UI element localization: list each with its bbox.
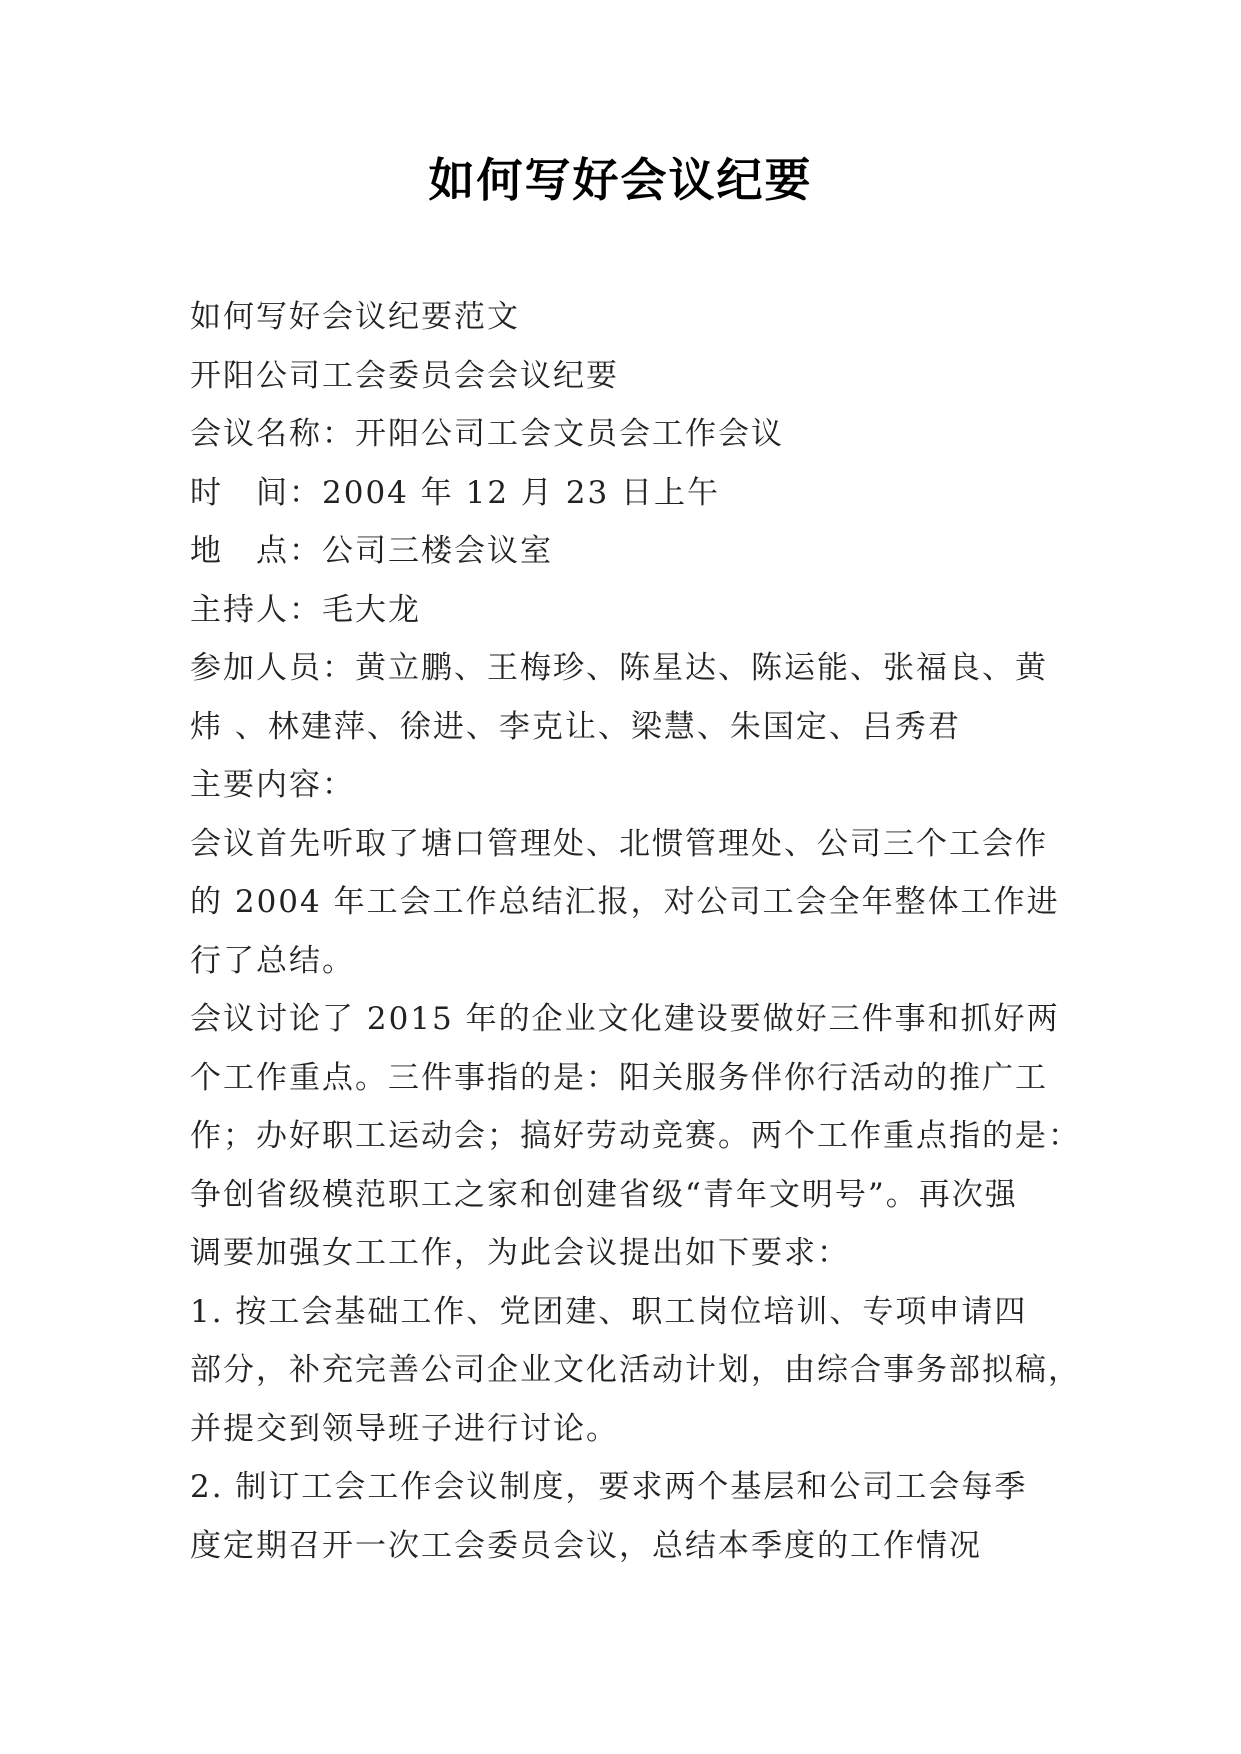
text-line: 主持人：毛大龙 <box>190 591 421 628</box>
text-line: 如何写好会议纪要范文 <box>190 299 520 335</box>
text-line: 作；办好职工运动会；搞好劳动竞赛。两个工作重点指的是： <box>190 1118 1081 1154</box>
text-line: 会议首先听取了塘口管理处、北惯管理处、公司三个工会作 <box>190 825 1048 862</box>
text-line: 会议名称：开阳公司工会文员会工作会议 <box>190 416 784 452</box>
text-line: 度定期召开一次工会委员会议，总结本季度的工作情况 <box>190 1527 982 1564</box>
text-line: 并提交到领导班子进行讨论。 <box>190 1410 619 1447</box>
text-line: 时 间：2004 年 12 月 23 日上午 <box>190 474 721 511</box>
text-line: 个工作重点。三件事指的是：阳关服务伴你行活动的推广工 <box>190 1059 1048 1096</box>
text-line: 开阳公司工会委员会会议纪要 <box>190 357 619 394</box>
text-line: 争创省级模范职工之家和创建省级“青年文明号”。再次强 <box>190 1176 1018 1213</box>
text-line: 主要内容： <box>190 767 355 803</box>
text-line: 地 点：公司三楼会议室 <box>190 533 553 569</box>
text-line: 行了总结。 <box>190 942 355 979</box>
text-line: 炜 、林建萍、徐进、李克让、梁慧、朱国定、吕秀君 <box>190 708 961 745</box>
text-line: 的 2004 年工会工作总结汇报，对公司工会全年整体工作进 <box>190 884 1060 920</box>
text-line: 会议讨论了 2015 年的企业文化建设要做好三件事和抓好两 <box>190 1001 1060 1037</box>
text-line: 参加人员：黄立鹏、王梅珍、陈星达、陈运能、张福良、黄 <box>190 650 1048 686</box>
text-line: 1. 按工会基础工作、党团建、职工岗位培训、专项申请四 <box>190 1293 1028 1330</box>
text-line: 部分，补充完善公司企业文化活动计划，由综合事务部拟稿， <box>190 1352 1081 1388</box>
document-body <box>190 288 1081 1575</box>
document-title: 如何写好会议纪要 <box>428 153 813 207</box>
text-line: 调要加强女工工作，为此会议提出如下要求： <box>190 1235 850 1271</box>
text-line: 2. 制订工会工作会议制度，要求两个基层和公司工会每季 <box>190 1469 1028 1505</box>
